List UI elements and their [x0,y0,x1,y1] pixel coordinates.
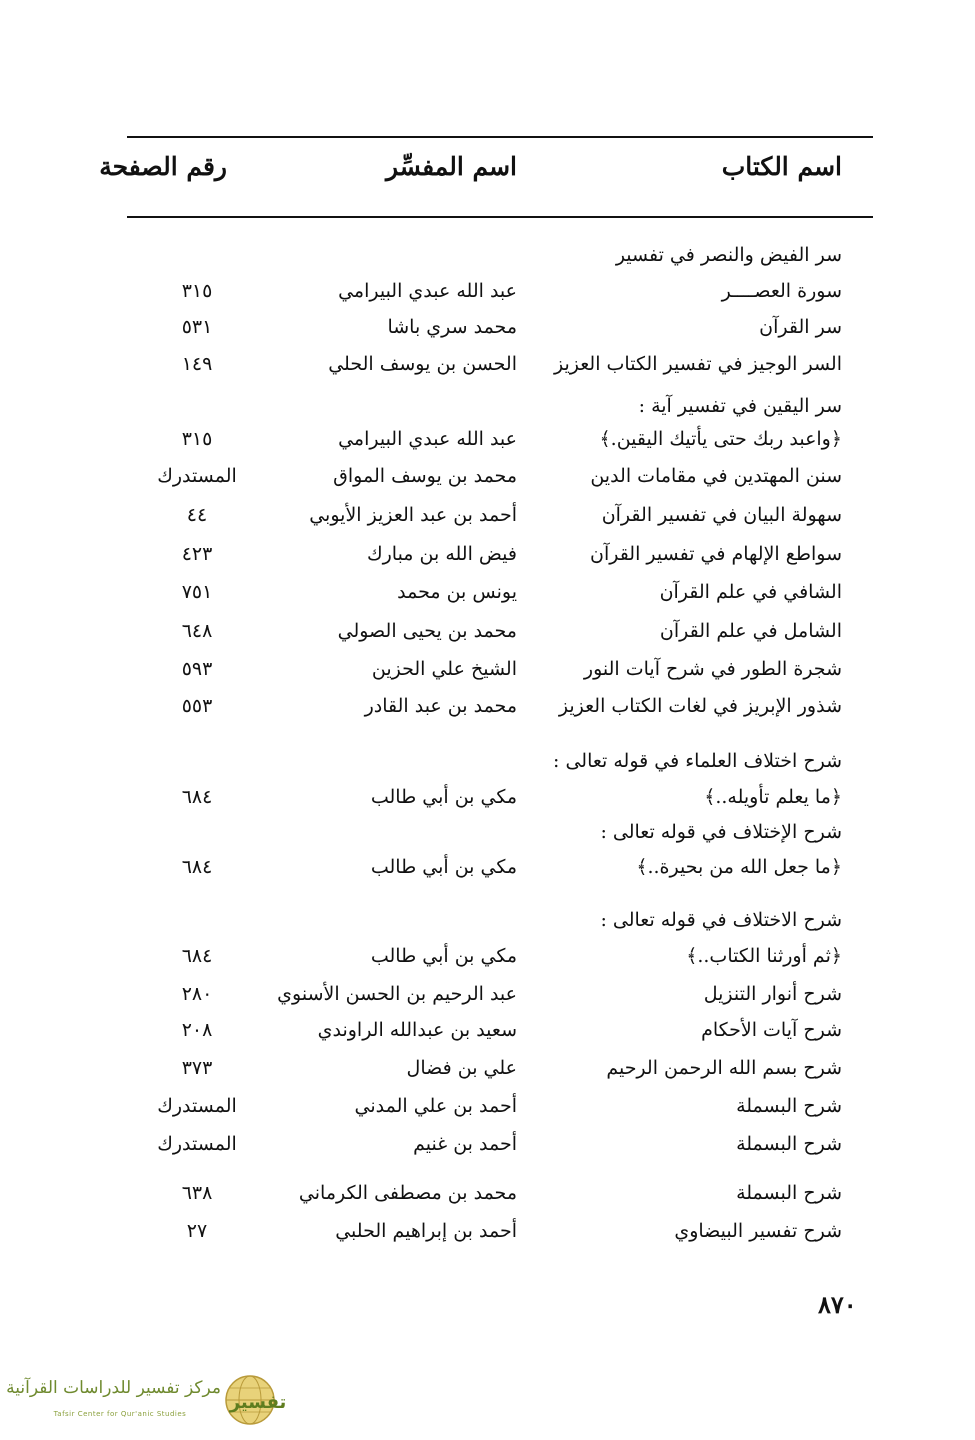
page-ref: ٥٥٣ [181,695,213,717]
author-name: محمد بن يحيى الصولي [337,620,517,642]
table-row [0,977,975,1011]
table-row [0,744,975,778]
author-name: علي بن فضال [406,1057,517,1079]
book-title: سورة العصــــر [721,280,842,302]
page-ref: المستدرك [157,1133,237,1155]
author-name: الشيخ علي الحزين [371,658,517,680]
table-row [0,1089,975,1123]
table-row [0,498,975,532]
book-title: السر الوجيز في تفسير الكتاب العزيز [554,353,842,375]
author-name: عبد الله عبدي البيرامي [338,428,517,450]
table-row [0,459,975,493]
page-ref: ٥٩٣ [181,658,213,680]
author-name: عبد الرحيم بن الحسن الأسنوي [277,983,517,1005]
author-name: سعيد بن عبدالله الراوندي [317,1019,517,1041]
author-name: أحمد بن عبد العزيز الأيوبي [309,504,517,526]
book-title: سر اليقين في تفسير آية : [638,395,842,417]
table-row [0,310,975,344]
page-ref: ٣١٥ [181,280,213,302]
book-title: شرح الاختلاف في قوله تعالى : [600,909,842,931]
author-name: يونس بن محمد [397,581,517,603]
table-row [0,850,975,884]
table-row [0,815,975,849]
author-name: مكي بن أبي طالب [370,945,517,967]
top-rule [127,136,873,138]
book-title: ﴿ما يعلم تأويله..﴾ [704,786,842,808]
book-title: شذور الإبريز في لغات الكتاب العزيز [558,695,842,717]
table-row [0,1127,975,1161]
table-row [0,537,975,571]
book-title: شرح أنوار التنزيل [703,983,842,1005]
table-row [0,1214,975,1248]
logo-arabic-name: مركز تفسير للدراسات القرآنية [6,1378,221,1398]
page-ref: ٦٤٨ [181,620,213,642]
page-ref: ٦٨٤ [181,786,213,808]
page-ref: ٣١٥ [181,428,213,450]
book-title: شرح البسملة [736,1095,842,1117]
author-name: أحمد بن علي المدني [354,1095,517,1117]
book-title: ﴿ثم أورثنا الكتاب..﴾ [686,945,842,967]
book-title: سر القرآن [759,316,842,338]
book-title: سهولة البيان في تفسير القرآن [601,504,842,526]
author-name: الحسن بن يوسف الحلي [328,353,517,375]
author-name: مكي بن أبي طالب [370,856,517,878]
book-title: الشامل في علم القرآن [659,620,842,642]
page-ref: ٢٠٨ [181,1019,213,1041]
header-book-name: اسم الكتاب [721,152,842,181]
author-name: أحمد بن إبراهيم الحلبي [335,1220,517,1242]
book-title: شرح بسم الله الرحمن الرحيم [606,1057,842,1079]
page-ref: المستدرك [157,1095,237,1117]
logo-english-name: Tafsir Center for Qur'anic Studies [53,1410,187,1418]
book-title: ﴿ما جعل الله من بحيرة..﴾ [636,856,842,878]
book-title: شرح تفسير البيضاوي [674,1220,842,1242]
author-name: عبد الله عبدي البيرامي [338,280,517,302]
book-title: شجرة الطور في شرح آيات النور [583,658,842,680]
page-ref: ٢٨٠ [181,983,213,1005]
author-name: فيض الله بن مبارك [366,543,517,565]
table-row [0,238,975,272]
book-title: شرح البسملة [736,1133,842,1155]
author-name: محمد بن مصطفى الكرماني [298,1182,517,1204]
table-row [0,903,975,937]
page-ref: ٥٣١ [181,316,213,338]
page-ref: ٧٥١ [181,581,213,603]
page-ref: ٣٧٣ [181,1057,213,1079]
book-title: سنن المهتدين في مقامات الدين [590,465,842,487]
author-name: مكي بن أبي طالب [370,786,517,808]
book-title: شرح البسملة [736,1182,842,1204]
page-ref: ٤٢٣ [181,543,213,565]
page-ref: ٢٧ [186,1220,208,1242]
table-row [0,1051,975,1085]
globe-icon [220,1374,288,1426]
table-row [0,347,975,381]
book-title: شرح اختلاف العلماء في قوله تعالى : [553,750,842,772]
page-number: ٨٧٠ [818,1290,857,1319]
table-row [0,939,975,973]
tafsir-center-logo [6,1372,288,1428]
author-name: محمد بن يوسف المواق [333,465,517,487]
page-ref: ٦٣٨ [181,1182,213,1204]
table-row [0,389,975,423]
page-ref: ١٤٩ [181,353,213,375]
header-rule [127,216,873,218]
table-row [0,575,975,609]
page-ref: ٦٨٤ [181,856,213,878]
header-author-name: اسم المفسِّر [386,152,517,181]
book-title: شرح الإختلاف في قوله تعالى : [600,821,842,843]
table-row [0,274,975,308]
page-ref: ٤٤ [186,504,208,526]
table-row [0,780,975,814]
author-name: محمد سري باشا [387,316,517,338]
author-name: محمد بن عبد القادر [364,695,517,717]
book-title: شرح آيات الأحكام [701,1019,842,1041]
table-row [0,652,975,686]
author-name: أحمد بن غنيم [413,1133,517,1155]
table-row [0,689,975,723]
book-title: الشافي في علم القرآن [659,581,842,603]
page-ref: ٦٨٤ [181,945,213,967]
book-title: سر الفيض والنصر في تفسير [615,244,842,266]
table-row [0,1013,975,1047]
book-title: ﴿واعبد ربك حتى يأتيك اليقين.﴾ [599,428,842,450]
header-page-number: رقم الصفحة [99,152,227,181]
table-row [0,614,975,648]
logo-mark: تفسير [229,1392,287,1413]
table-row [0,422,975,456]
book-title: سواطع الإلهام في تفسير القرآن [589,543,842,565]
table-row [0,1176,975,1210]
page-ref: المستدرك [157,465,237,487]
